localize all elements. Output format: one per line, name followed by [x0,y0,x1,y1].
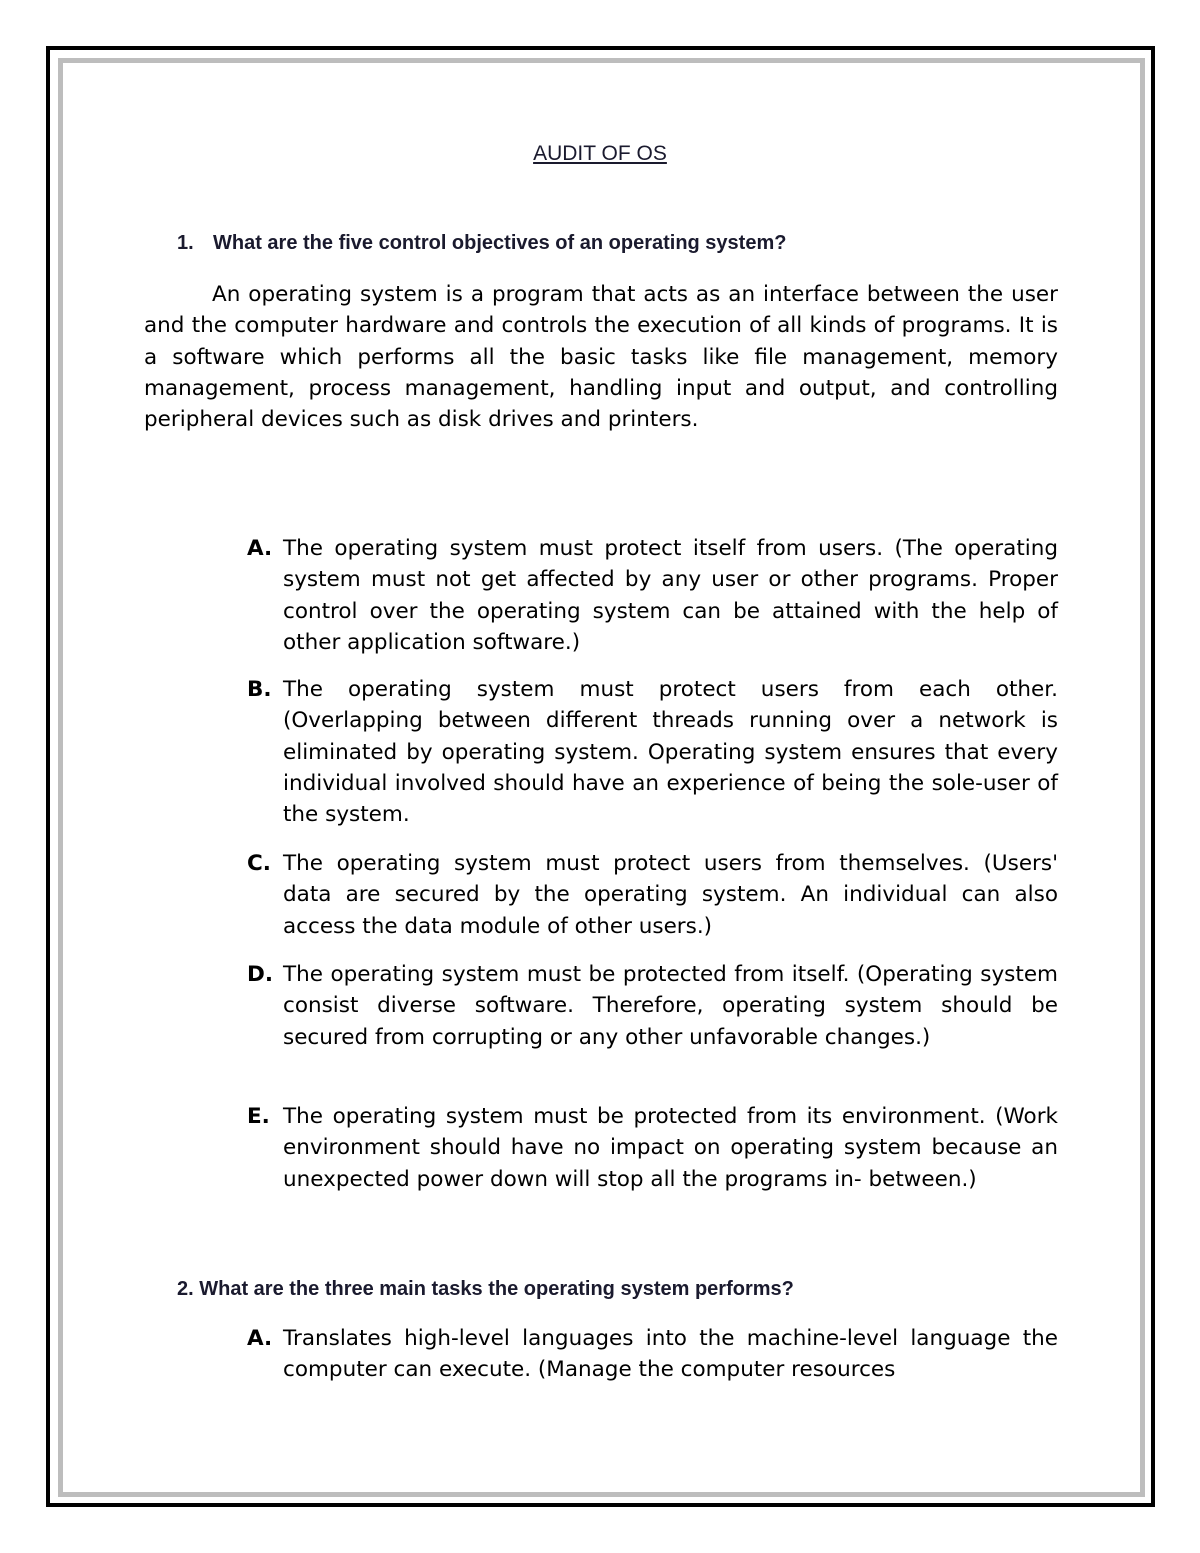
question-1-intro-paragraph: An operating system is a program that acts as an interface between the user and the computer hardware and controls the execution of all kinds of programs. It is a software which performs all the basic tasks like file management, memory management, process management, handling input and output, and controlling peripheral devices such as disk drives and printers. [144,282,1058,433]
option-e [247,1101,1058,1195]
question-2-option-a-text: Translates high-level languages into the machine-level language the computer can execute. (Manage the computer resources [283,1326,1058,1383]
option-c-letter: C. [247,851,271,876]
option-b [247,674,1058,830]
option-c [247,848,1058,942]
question-1-text: What are the five control objectives of an operating system? [213,232,787,254]
option-c-text: The operating system must protect users from themselves. (Users' data are secured by the operating system. An individual can also access the data module of other users.) [283,851,1058,939]
option-d [247,959,1058,1053]
option-e-text: The operating system must be protected from its environment. (Work environment should have no impact on operating system because an unexpected power down will stop all the programs in- between.) [283,1104,1058,1192]
question-2: 2. What are the three main tasks the operating system performs? [177,1278,794,1300]
question-2-option-a [247,1323,1058,1386]
document-title: AUDIT OF OS [533,142,667,165]
option-d-letter: D. [247,962,274,987]
question-1-number: 1. [177,232,194,254]
option-a [247,533,1058,658]
option-e-letter: E. [247,1104,270,1129]
option-b-text: The operating system must protect users from each other. (Overlapping between different threads running over a network is eliminated by operating system. Operating system ensures that every individual involved should have an experience of being the sole-user of the system. [283,677,1058,828]
option-d-text: The operating system must be protected from itself. (Operating system consist diverse software. Therefore, operating system should be secured from corrupting or any other unfavorable changes.) [283,962,1058,1050]
option-a-letter: A. [247,536,273,561]
question-2-option-a-letter: A. [247,1326,273,1351]
option-a-text: The operating system must protect itself from users. (The operating system must not get affected by any user or other programs. Proper control over the operating system can be attained with the help of other application software.) [283,536,1058,655]
question-1 [177,232,786,255]
option-b-letter: B. [247,677,272,702]
